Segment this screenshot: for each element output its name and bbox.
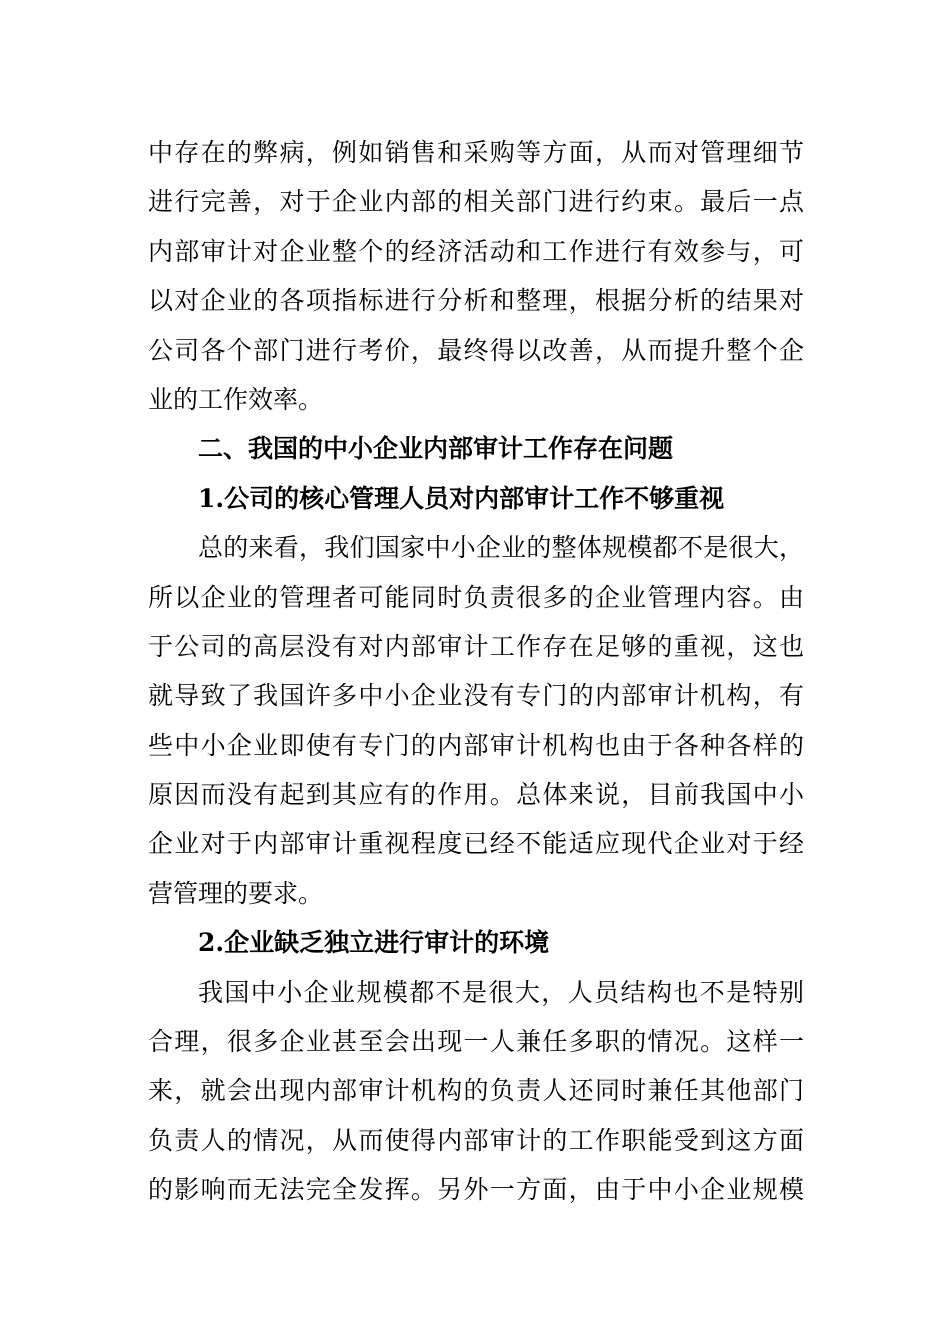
paragraph-line: 以对企业的各项指标进行分析和整理，根据分析的结果对 [148, 286, 804, 316]
paragraph-line: 就导致了我国许多中小企业没有专门的内部审计机构，有 [148, 681, 804, 711]
paragraph-line: 营管理的要求。 [148, 878, 324, 908]
paragraph-line: 中存在的弊病，例如销售和采购等方面，从而对管理细节 [148, 138, 804, 167]
paragraph-line: 的影响而无法完全发挥。另外一方面，由于中小企业规模 [148, 1175, 804, 1205]
paragraph-line: 进行完善，对于企业内部的相关部门进行约束。最后一点 [148, 187, 804, 217]
section-heading: 二、我国的中小企业内部审计工作存在问题 [198, 434, 674, 464]
paragraph-line: 内部审计对企业整个的经济活动和工作进行有效参与，可 [148, 236, 804, 266]
section-heading: 2.企业缺乏独立进行审计的环境 [198, 928, 550, 958]
paragraph-first-line: 我国中小企业规模都不是很大，人员结构也不是特别 [198, 977, 804, 1007]
paragraph-line: 业的工作效率。 [148, 384, 324, 414]
paragraph-line: 公司各个部门进行考价，最终得以改善，从而提升整个企 [148, 335, 804, 365]
paragraph-line: 些中小企业即使有专门的内部审计机构也由于各种各样的 [148, 730, 804, 760]
paragraph-first-line: 总的来看，我们国家中小企业的整体规模都不是很大， [198, 533, 804, 563]
document-body [148, 128, 804, 1215]
paragraph-line: 合理，很多企业甚至会出现一人兼任多职的情况。这样一 [148, 1027, 804, 1057]
paragraph-line: 于公司的高层没有对内部审计工作存在足够的重视，这也 [148, 631, 804, 661]
paragraph-line: 负责人的情况，从而使得内部审计的工作职能受到这方面 [148, 1125, 804, 1155]
paragraph-line: 来，就会出现内部审计机构的负责人还同时兼任其他部门 [148, 1076, 804, 1106]
paragraph-line: 所以企业的管理者可能同时负责很多的企业管理内容。由 [148, 582, 804, 612]
paragraph-line: 原因而没有起到其应有的作用。总体来说，目前我国中小 [148, 780, 804, 810]
paragraph-line: 企业对于内部审计重视程度已经不能适应现代企业对于经 [148, 829, 804, 859]
section-heading: 1.公司的核心管理人员对内部审计工作不够重视 [198, 483, 725, 513]
